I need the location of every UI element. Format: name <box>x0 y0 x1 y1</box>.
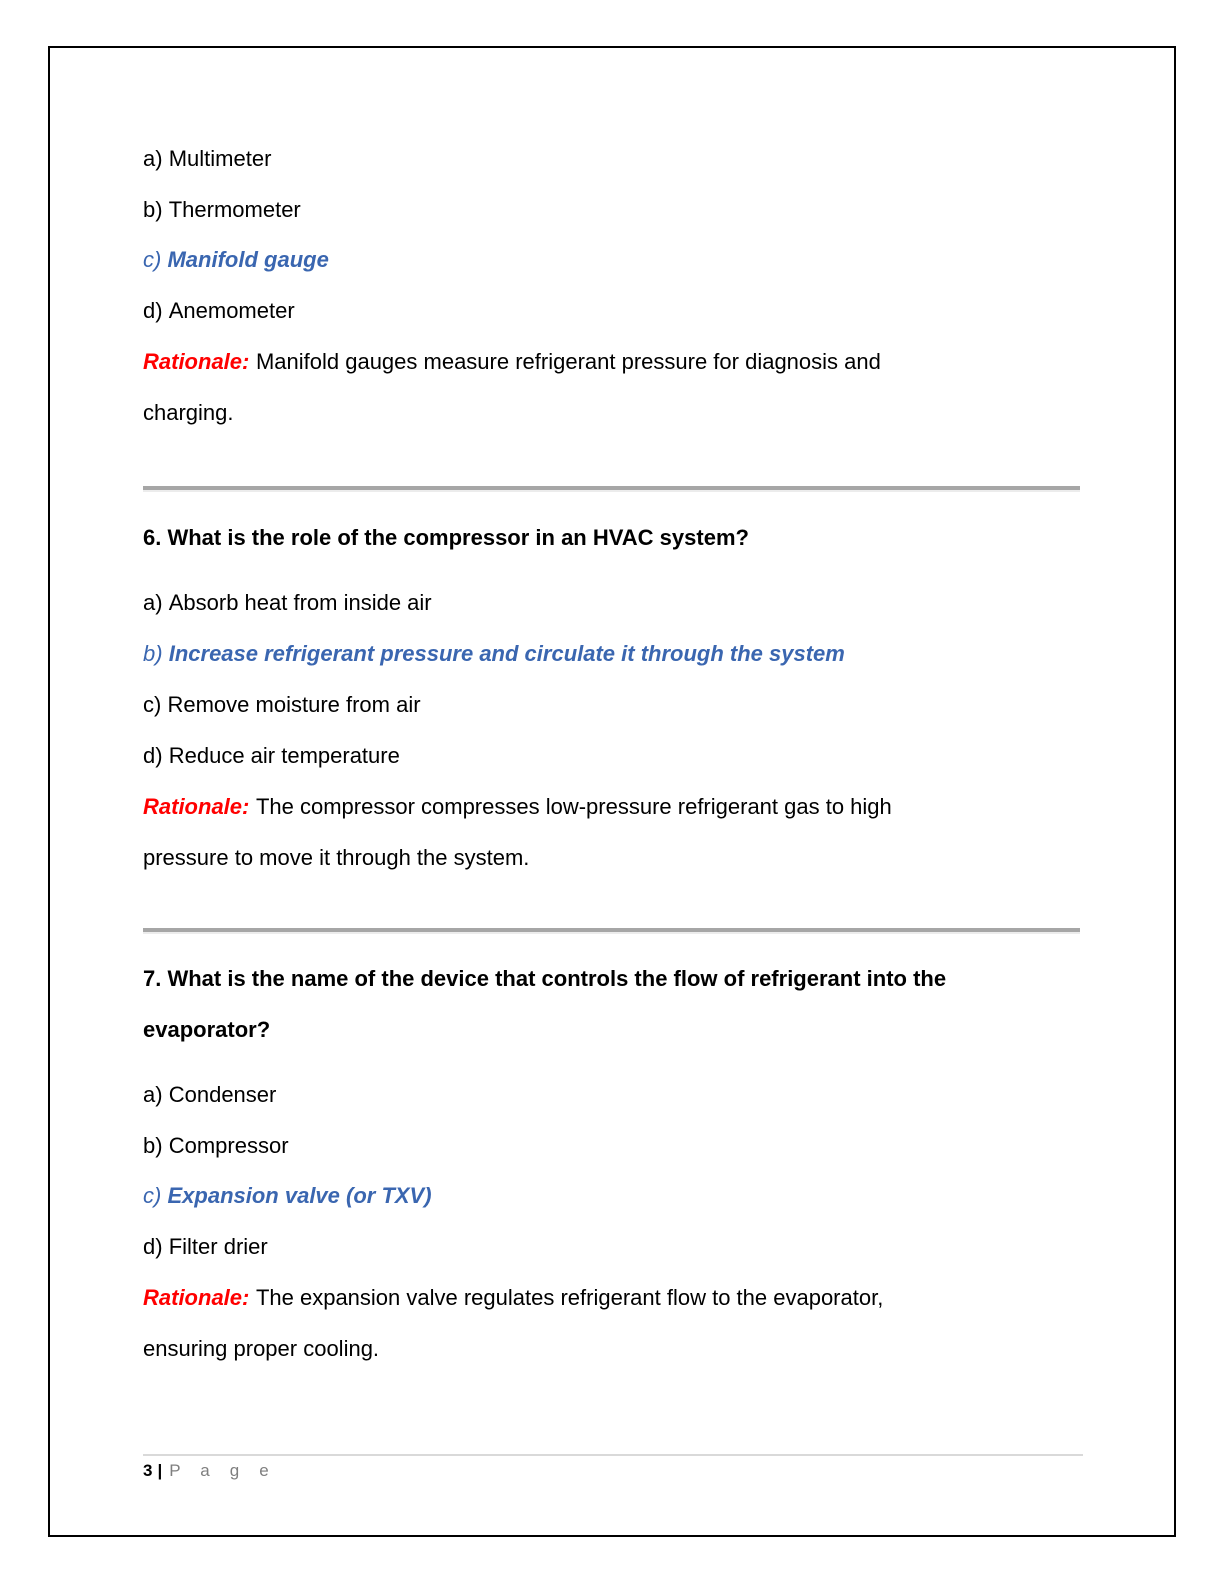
rationale-line <box>143 794 1103 820</box>
rationale-line <box>143 1336 1103 1362</box>
rationale-text: Manifold gauges measure refrigerant pressure for diagnosis and <box>255 349 881 374</box>
option-a <box>143 590 1103 616</box>
rationale-line <box>143 845 1103 871</box>
rationale-text: pressure to move it through the system. <box>143 845 530 870</box>
option-text: Compressor <box>168 1133 289 1158</box>
option-b <box>143 197 1103 223</box>
option-text: Remove moisture from air <box>167 692 421 717</box>
section-divider <box>143 928 1080 932</box>
option-prefix: c) <box>143 692 162 717</box>
option-text: Anemometer <box>168 298 295 323</box>
question-heading <box>143 1017 1103 1043</box>
footer-pipe: | <box>157 1461 163 1480</box>
rationale-text: ensuring proper cooling. <box>143 1336 380 1361</box>
option-prefix: d) <box>143 743 163 768</box>
option-prefix: b) <box>143 197 163 222</box>
option-text: Condenser <box>168 1082 277 1107</box>
rationale-line <box>143 349 1103 375</box>
rationale-label: Rationale: <box>143 349 250 374</box>
option-prefix: c) <box>143 247 162 272</box>
option-a <box>143 146 1103 172</box>
option-prefix: b) <box>143 641 163 666</box>
rationale-text: charging. <box>143 400 234 425</box>
option-prefix: a) <box>143 590 163 615</box>
option-text: Manifold gauge <box>167 247 329 272</box>
section-divider <box>143 486 1080 490</box>
option-c-correct-answer <box>143 247 1103 273</box>
option-a <box>143 1082 1103 1108</box>
option-d <box>143 298 1103 324</box>
option-d <box>143 1234 1103 1260</box>
rationale-line <box>143 1285 1103 1311</box>
footer-page-number: 3 <box>143 1461 153 1480</box>
option-text: Multimeter <box>168 146 272 171</box>
question-heading-text: 7. What is the name of the device that controls the flow of refrigerant into the <box>143 966 947 991</box>
option-text: Increase refrigerant pressure and circulate it through the system <box>168 641 845 666</box>
option-text: Reduce air temperature <box>168 743 400 768</box>
footer-rule <box>143 1454 1083 1456</box>
option-prefix: a) <box>143 146 163 171</box>
option-c <box>143 692 1103 718</box>
rationale-label: Rationale: <box>143 1285 250 1310</box>
option-prefix: d) <box>143 1234 163 1259</box>
option-prefix: c) <box>143 1183 162 1208</box>
rationale-text: The compressor compresses low-pressure refrigerant gas to high <box>255 794 892 819</box>
footer-page-label: P a g e <box>169 1461 277 1480</box>
option-text: Thermometer <box>168 197 301 222</box>
option-c-correct-answer <box>143 1183 1103 1209</box>
question-heading-text: 6. What is the role of the compressor in an HVAC system? <box>143 525 749 550</box>
option-text: Absorb heat from inside air <box>168 590 432 615</box>
question-heading <box>143 525 1103 551</box>
option-prefix: a) <box>143 1082 163 1107</box>
question-heading-text: evaporator? <box>143 1017 271 1042</box>
option-prefix: b) <box>143 1133 163 1158</box>
question-heading <box>143 966 1103 992</box>
option-b <box>143 1133 1103 1159</box>
option-b-correct-answer <box>143 641 1103 667</box>
rationale-label: Rationale: <box>143 794 250 819</box>
rationale-line <box>143 400 1103 426</box>
option-text: Expansion valve (or TXV) <box>167 1183 432 1208</box>
option-prefix: d) <box>143 298 163 323</box>
page-footer <box>143 1461 276 1481</box>
rationale-text: The expansion valve regulates refrigerant flow to the evaporator, <box>255 1285 884 1310</box>
option-text: Filter drier <box>168 1234 268 1259</box>
option-d <box>143 743 1103 769</box>
